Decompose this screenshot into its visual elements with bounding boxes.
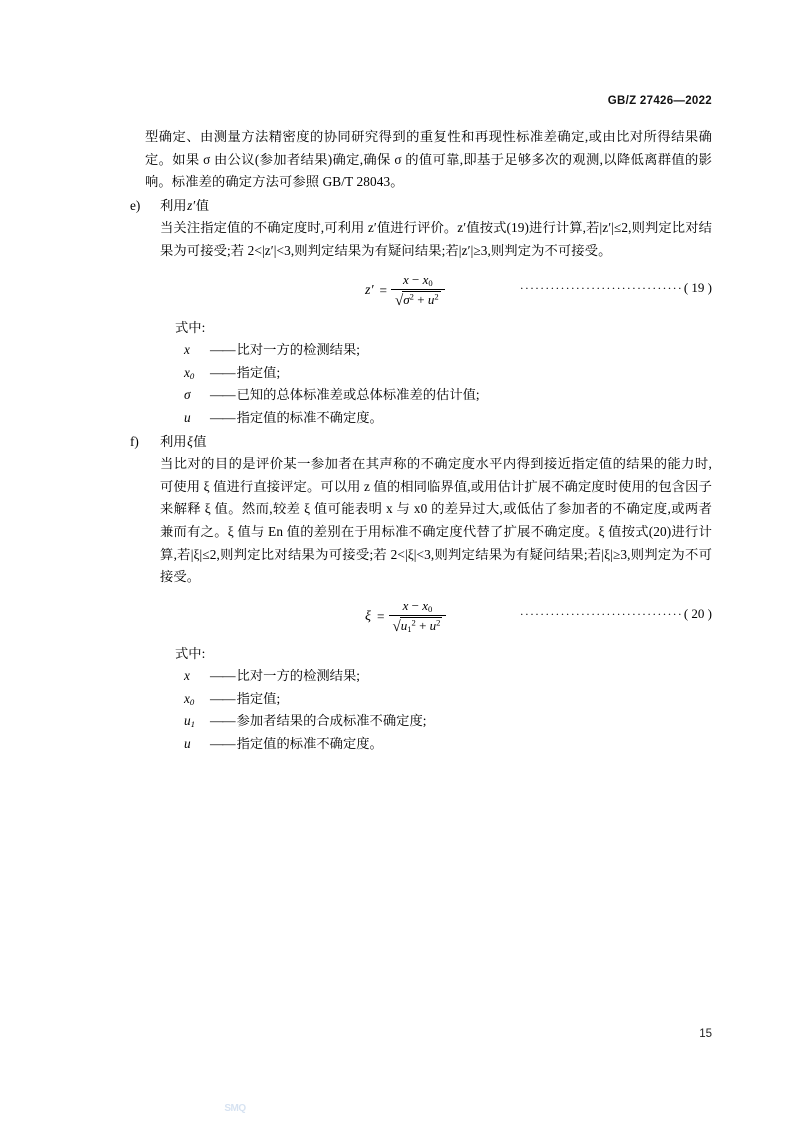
definition-symbol: $x_0$ (184, 364, 195, 381)
definition-row (175, 665, 712, 688)
list-marker-f: f) (130, 433, 139, 449)
list-item-f (130, 431, 712, 756)
equation-row-19 (160, 269, 712, 313)
equals-sign: = (377, 608, 385, 624)
definition-row (175, 688, 712, 711)
equation-19-radicand: $\sigma^2 + u^2$ (403, 291, 439, 308)
equation-20-radicand: $u_1^2 + u^2$ (400, 617, 441, 635)
item-title-symbol-f: ξ (187, 433, 193, 449)
page-header-standard-code: GB/Z 27426—2022 (607, 95, 712, 107)
definition-text: 比对一方的检测结果; (236, 342, 360, 358)
definition-text: 指定值; (236, 690, 281, 706)
leader-dots: ································ (519, 606, 683, 621)
item-title-prefix-e: 利用 (160, 197, 187, 213)
list-item-e (130, 195, 712, 430)
definition-symbol: x (184, 342, 190, 358)
definition-dash: —— (210, 668, 235, 684)
page-number: 15 (699, 1028, 712, 1040)
list-marker-e: e) (130, 197, 141, 213)
definition-dash: —— (210, 736, 235, 752)
definition-text: 指定值的标准不确定度。 (236, 736, 383, 752)
equation-20-lhs: ξ (365, 608, 371, 624)
lead-paragraph: 型确定、由测量方法精密度的协同研究得到的重复性和再现性标准差确定,或由比对所得结果确定。如果 σ 由公议(参加者结果)确定,确保 σ 的值可靠,即基于足够多次的观测,以降低离群值的影响。标准差的确定方法可参照 GB/T 28043。 (145, 129, 712, 190)
definition-symbol: u (184, 409, 191, 425)
item-title-f (160, 431, 712, 454)
definition-text: 指定值的标准不确定度。 (236, 409, 383, 425)
equation-19-fraction (391, 273, 445, 308)
equation-20-fraction (389, 599, 447, 634)
definition-symbol: x (184, 668, 190, 684)
equation-19-lhs: z′ (365, 282, 374, 298)
where-label-e: 式中: (175, 319, 206, 335)
definition-dash: —— (210, 342, 235, 358)
definition-text: 指定值; (236, 364, 281, 380)
definition-dash: —— (210, 364, 235, 380)
definition-symbol: $x_0$ (184, 690, 195, 708)
sqrt-icon: √ (392, 619, 401, 636)
list-body-f (160, 431, 712, 756)
equation-19-leader-group (520, 280, 712, 296)
leader-dots: ································ (519, 280, 683, 295)
item-title-prefix-f: 利用 (160, 433, 187, 449)
equation-20-denominator (389, 616, 447, 634)
definition-row (175, 710, 712, 733)
equals-sign: = (379, 282, 388, 298)
equation-19-denominator (391, 290, 445, 308)
where-block-e (175, 317, 712, 430)
sqrt-icon: √ (395, 293, 404, 309)
definition-dash: —— (210, 713, 235, 729)
equation-19-number: ( 19 ) (683, 279, 712, 295)
equation-19 (365, 269, 445, 313)
definition-text: 参加者结果的合成标准不确定度; (236, 713, 427, 729)
definition-row (175, 339, 712, 362)
equation-20-number: ( 20 ) (683, 605, 712, 621)
list-body-e (160, 195, 712, 430)
definition-row (175, 362, 712, 385)
definition-symbol: $u_1$ (184, 713, 196, 730)
definition-symbol: u (184, 736, 191, 752)
definition-list-f (175, 665, 712, 755)
definition-row (175, 407, 712, 430)
watermark-logo: SMQ (224, 1102, 246, 1114)
radical-sign-group (395, 291, 441, 308)
definition-dash: —— (210, 409, 235, 425)
equation-20-leader-group (520, 606, 712, 622)
item-title-e (160, 195, 712, 218)
item-title-suffix-e: 值 (195, 197, 209, 213)
definition-text: 比对一方的检测结果; (236, 668, 360, 684)
definition-row (175, 733, 712, 756)
equation-20 (365, 595, 446, 639)
equation-20-numerator: $x - x_0$ (402, 598, 433, 615)
equation-row-20 (160, 595, 712, 639)
definition-symbol: σ (184, 387, 191, 403)
item-paragraph-f: 当比对的目的是评价某一参加者在其声称的不确定度水平内得到接近指定值的结果的能力时,可使用 ξ 值进行直接评定。可以用 z 值的相同临界值,或用估计扩展不确定度时使用的包含因子来解释 ξ 值。然而,较差 ξ 值可能表明 x 与 x0 的差异过大,或低估了参加者的不确定度,或两者兼而有之。ξ 值与 En 值的差别在于用标准不确定度代替了扩展不确定度。ξ 值按式(20)进行计算,若|ξ|≤2,则判定比对结果为可接受;若 2<|ξ|<3,则判定结果为有疑问结果;若|ξ|≥3,则判定为不可接受。 (160, 456, 712, 585)
document-content (130, 126, 712, 756)
definition-list-e (175, 339, 712, 429)
definition-text: 已知的总体标准差或总体标准差的估计值; (236, 387, 480, 403)
where-block-f (175, 643, 712, 756)
item-title-suffix-f: 值 (193, 433, 207, 449)
definition-dash: —— (210, 387, 235, 403)
item-paragraph-e: 当关注指定值的不确定度时,可利用 z′值进行评价。z′值按式(19)进行计算,若|z′|≤2,则判定比对结果为可接受;若 2<|z′|<3,则判定结果为有疑问结果;若|z′|≥3,则判定为不可接受。 (160, 220, 712, 258)
definition-row (175, 384, 712, 407)
radical-sign-group (393, 617, 443, 634)
item-title-symbol-e: z′ (187, 197, 196, 213)
where-label-f: 式中: (175, 645, 206, 661)
definition-dash: —— (210, 690, 235, 706)
equation-19-numerator: $x - x_0$ (402, 272, 433, 289)
